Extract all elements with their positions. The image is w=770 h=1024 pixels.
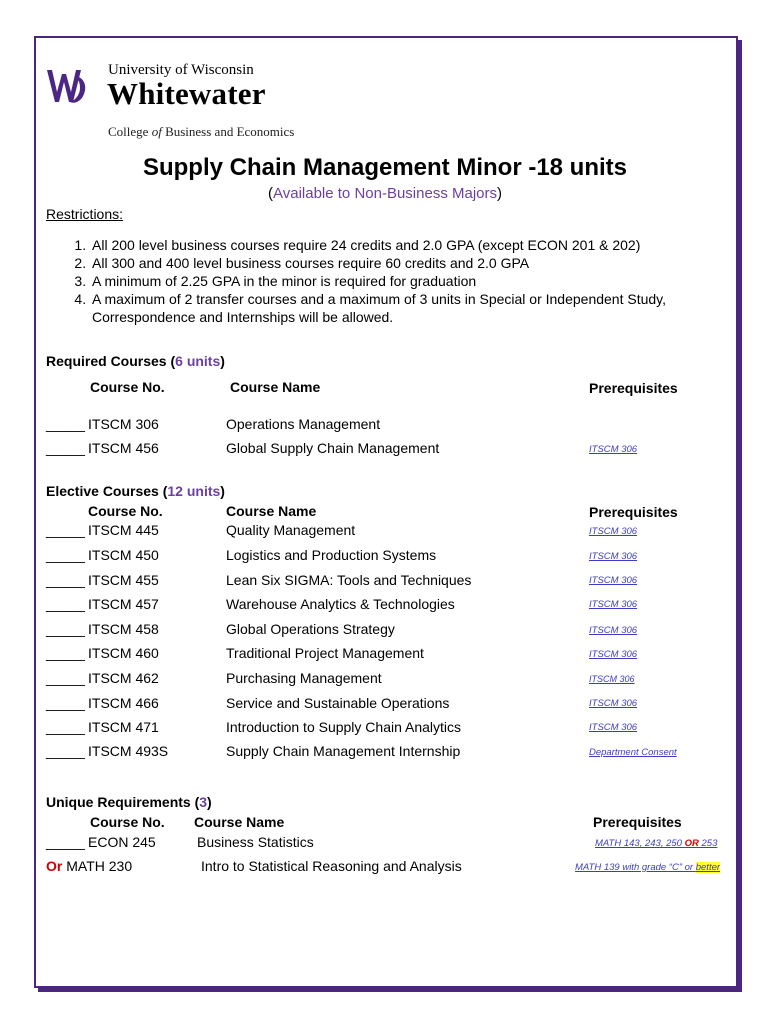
checkbox-blank[interactable]: _____ [46,572,85,588]
or-alternative: Or MATH 230 [46,858,133,874]
column-prerequisites: Prerequisites [589,504,678,520]
checkbox-blank[interactable]: _____ [46,719,85,735]
course-number: ITSCM 462 [88,670,159,686]
prerequisite-link[interactable]: ITSCM 306 [589,698,638,709]
course-name: Purchasing Management [226,670,382,686]
course-name: Business Statistics [197,834,314,850]
restriction-item: 3. A minimum of 2.25 GPA in the minor is required for graduation [90,272,770,290]
column-prerequisites: Prerequisites [593,814,682,830]
column-course-name: Course Name [226,503,317,519]
prerequisite-link[interactable]: MATH 143, 243, 250 OR 253 [595,838,718,849]
prerequisite-link[interactable]: ITSCM 306 [589,526,638,537]
restriction-item: 4. A maximum of 2 transfer courses and a maximum of 3 units in Special or Independent Study, Correspondence and Internships will be allowed. [90,290,770,326]
checkbox-blank[interactable]: _____ [46,416,85,432]
course-number: ITSCM 450 [88,547,159,563]
checkbox-blank[interactable]: _____ [46,645,85,661]
page-title: Supply Chain Management Minor -18 units [142,154,628,181]
prerequisite-link[interactable]: ITSCM 306 [589,444,638,455]
course-number: ITSCM 493S [88,743,169,759]
elective-courses-heading: Elective Courses (12 units) [46,483,225,499]
checkbox-blank[interactable]: _____ [46,547,85,563]
uw-whitewater-logo [44,62,90,108]
checkbox-blank[interactable]: _____ [46,522,85,538]
prerequisite-link[interactable]: Department Consent [589,747,677,758]
course-name: Traditional Project Management [226,645,424,661]
course-name: Operations Management [226,416,381,432]
checkbox-blank[interactable]: _____ [46,695,85,711]
column-course-name: Course Name [194,814,285,830]
course-name: Intro to Statistical Reasoning and Analysis [201,858,462,874]
course-name: Warehouse Analytics & Technologies [226,596,455,612]
prerequisite-link[interactable]: ITSCM 306 [589,649,638,660]
prerequisite-link[interactable]: ITSCM 306 [589,722,638,733]
column-prerequisites: Prerequisites [589,380,678,396]
course-number: ITSCM 471 [88,719,159,735]
course-name: Quality Management [226,522,356,538]
course-name: Supply Chain Management Internship [226,743,461,759]
course-number: ITSCM 456 [88,440,159,456]
prerequisite-link[interactable]: ITSCM 306 [589,674,635,684]
column-course-no: Course No. [90,814,165,830]
course-number: ITSCM 458 [88,621,159,637]
checkbox-blank[interactable]: _____ [46,670,85,686]
prerequisite-link[interactable]: ITSCM 306 [589,599,638,610]
college-name: College of Business and Economics [108,124,295,139]
checkbox-blank[interactable]: _____ [46,743,85,759]
page-subtitle: (Available to Non-Business Majors) [268,185,502,202]
restrictions-list [46,236,770,326]
prerequisite-link[interactable]: ITSCM 306 [589,551,638,562]
checkbox-blank[interactable]: _____ [46,596,85,612]
course-number: ITSCM 460 [88,645,159,661]
prerequisite-link[interactable]: ITSCM 306 [589,625,638,636]
column-course-no: Course No. [88,503,163,519]
checkbox-blank[interactable]: _____ [46,834,85,850]
course-number: ITSCM 306 [88,416,159,432]
course-number: ITSCM 457 [88,596,159,612]
university-name: Whitewater [107,76,266,111]
prerequisite-link[interactable]: MATH 139 with grade “C” or better [575,862,721,873]
checkbox-blank[interactable]: _____ [46,621,85,637]
restriction-item: 2. All 300 and 400 level business courses require 60 credits and 2.0 GPA [90,254,770,272]
course-name: Global Operations Strategy [226,621,395,637]
unique-requirements-heading: Unique Requirements (3) [46,794,212,810]
checkbox-blank[interactable]: _____ [46,440,85,456]
course-number: ITSCM 455 [88,572,159,588]
prerequisite-link[interactable]: ITSCM 306 [589,575,638,586]
column-course-name: Course Name [230,379,321,395]
course-name: Service and Sustainable Operations [226,695,450,711]
column-course-no: Course No. [90,379,165,395]
required-courses-heading: Required Courses (6 units) [46,353,225,369]
course-number: ITSCM 466 [88,695,159,711]
course-number: ECON 245 [88,834,156,850]
restriction-item: 1. All 200 level business courses require 24 credits and 2.0 GPA (except ECON 201 & 202) [90,236,770,254]
restrictions-label: Restrictions: [46,206,124,222]
course-name: Logistics and Production Systems [226,547,437,563]
course-name: Global Supply Chain Management [226,440,440,456]
university-line: University of Wisconsin [108,62,254,78]
course-name: Lean Six SIGMA: Tools and Techniques [226,572,472,588]
course-number: ITSCM 445 [88,522,159,538]
course-name: Introduction to Supply Chain Analytics [226,719,462,735]
